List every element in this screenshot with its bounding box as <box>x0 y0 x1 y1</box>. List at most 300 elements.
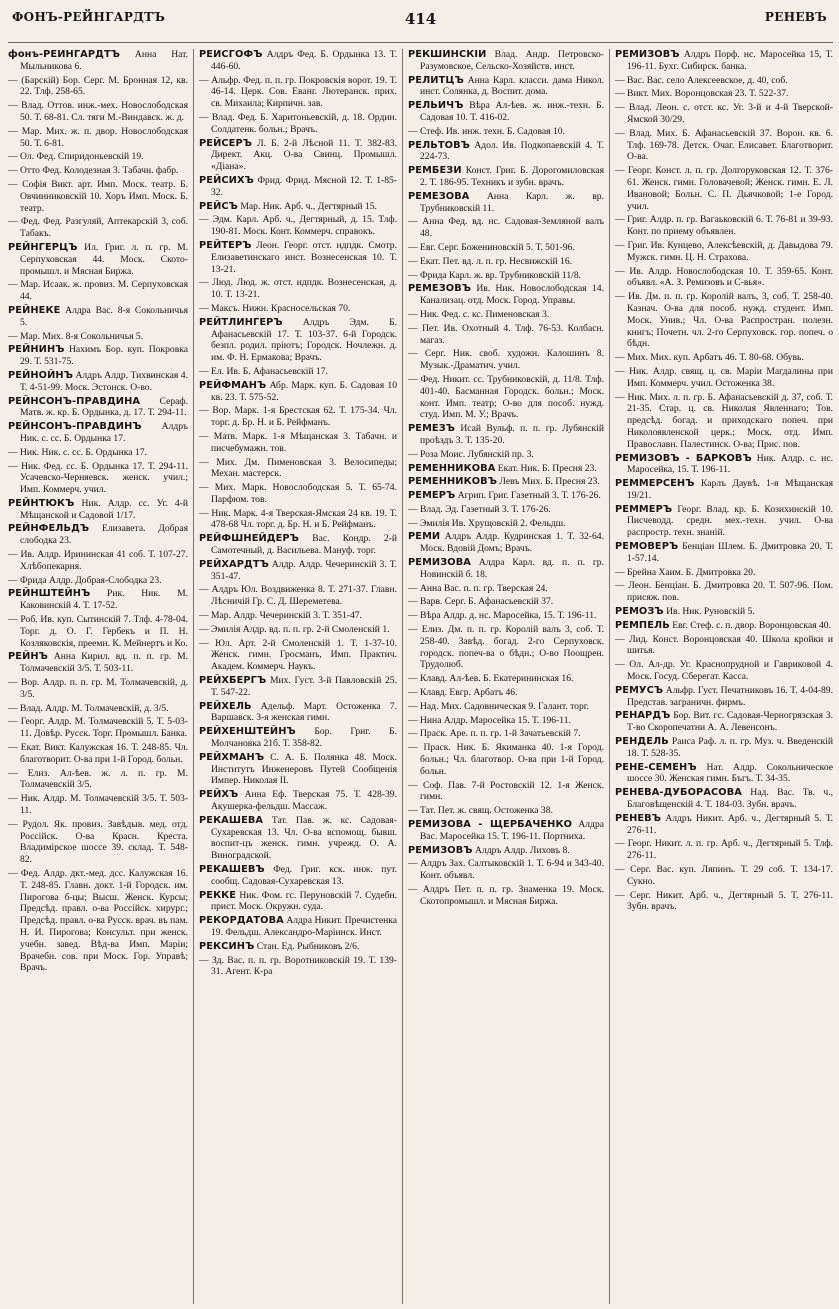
directory-entry <box>408 490 604 502</box>
entry-details: Клавд. Ал-ѣев. Б. Екатерининская 16. <box>420 673 574 685</box>
directory-entry <box>8 447 188 459</box>
entry-surname: РЕМИЗОВЪ - БАРКОВЪ <box>615 452 752 464</box>
entry-details: Мих. Мих. куп. Арбатъ 46. Т. 80-68. Обувь. <box>627 352 804 364</box>
entry-details: Ник. Мих. л. п. гр. Б. Афанасьевскій д. 37, соб. Т. 21-35. Стар. ц. св. Николая Явленнаго; Тов. предсѣд. богад. и приходскаго попеч. при Николоявленской церк.; Моск. отд. Имп. Православн. Палестинск. О-ва; Прис. пов. <box>627 391 833 450</box>
entry-details: Бенціан Шлем. Б. Дмитровка 20. Т. 1-57.14. <box>627 541 833 564</box>
entry-details: Зд. Вас. п. п. гр. Воротниковскій 19. Т. 139-31. Агент. К-ра <box>211 954 397 978</box>
directory-entry <box>408 583 604 595</box>
directory-entry <box>408 858 604 882</box>
entry-details: Нахимъ Бор. куп. Покровка 29. Т. 531-75. <box>20 344 188 368</box>
entry-surname: РЕЛИТЦЪ <box>408 74 464 86</box>
entry-details: Агрип. Григ. Газетный 3. Т. 176-26. <box>455 490 601 502</box>
entry-surname: РЕЙНФЕЛЬДЪ <box>8 523 90 535</box>
directory-entry <box>199 138 397 173</box>
entry-details: Анна Кирил. вд. п. п. гр. М. Толмачевскій 3/5. Т. 503-11. <box>20 651 188 675</box>
entry-details: Фед. Фед. Разгуляй, Аптекарскій 3, соб. Табакъ. <box>20 216 188 240</box>
entry-details: Ник. Фед. сс. Б. Ордынка 17. Т. 294-11. Усачевско-Черняевск. женск. учил.; Имп. Коммерч. учил. <box>20 460 188 496</box>
directory-entry <box>615 762 833 786</box>
page-header <box>8 4 833 43</box>
entry-details: Ник. Марк. 4-я Тверская-Ямская 24 кв. 19. Т. 478-68 Чл. торг. д. Бр. Н. и Б. Рейфманъ. <box>211 507 397 531</box>
entry-surname: РЕМОВЕРЪ <box>615 541 679 553</box>
column-3 <box>408 49 604 1304</box>
entry-details: Алдр. Алдр. Чечеринскій 3. Т. 351-47. <box>211 558 397 582</box>
entry-surname: РЕКАШЕВА <box>199 814 264 826</box>
directory-entry <box>8 242 188 277</box>
directory-entry <box>408 715 604 727</box>
entry-details: Викт. Мих. Воронцовская 23. Т. 522-37. <box>627 88 789 100</box>
directory-entry <box>199 214 397 238</box>
entry-details: Георг. Конст. л. п. гр. Долгоруковская 12. Т. 376-61. Женск. гимн. Головачевой; Женск. гимн. Е. Л. Ивановой; Больн. С. П. Дьячковой; 1-е Город. учил. <box>627 165 833 212</box>
directory-entry <box>8 49 188 73</box>
directory-entry <box>615 352 833 364</box>
entry-details: Ив. Дм. п. п. гр. Королій валъ, 3, соб. Т. 258-40. Казнач. О-ва для пособ. нужд. студент. Имп. Моск. Унив.; Чл. О-ва Распростран. полезн. книгъ; Почетн. чл. 2-го Серпуховск. гор. попеч. о бѣдн. <box>627 291 833 350</box>
directory-entry <box>8 651 188 675</box>
directory-entry <box>199 701 397 725</box>
directory-entry <box>199 508 397 532</box>
directory-entry <box>199 789 397 813</box>
entry-details: Влад. Фед. Б. Харитоньевскій, д. 18. Ордин. Солдатенк. больн.; Врачъ. <box>211 111 397 135</box>
entry-details: Раиса Раф. л. п. гр. Муз. ч. Введенскій 18. Т. 528-35. <box>627 736 833 759</box>
entry-details: Адельф. Март. Остоженка 7. Варшавск. 3-я женская гимн. <box>211 700 397 724</box>
directory-entry <box>408 309 604 321</box>
entry-details: Алдръ Порф. нс. Маросейка 15, Т. 196-11. Бухг. Сибирск. банка. <box>627 49 833 72</box>
entry-details: Абр. Марк. куп. Б. Садовая 10 кв. 23. Т. 575-52. <box>211 379 397 403</box>
entry-surname: РЕМЕЗОВА <box>408 190 470 202</box>
entry-surname: РЕНДЕЛЬ <box>615 736 669 748</box>
entry-details: Георг. Никит. л. п. гр. Арб. ч., Дегтярный 5. Тлф. 276-11. <box>627 838 833 862</box>
directory-entry <box>8 344 188 368</box>
entry-details: Сераф. Матв. ж. кр. Б. Ордынка, д. 17. Т. 294-11. <box>20 395 188 419</box>
directory-entry <box>8 868 188 974</box>
entry-details: Анна Нат. Мыльникова 6. <box>20 49 188 72</box>
entry-details: Альфр. Фед. п. п. гр. Покровскія ворот. 19. Т. 46-14. Церк. Сов. Еванг. Лютеранск. прих. св. Михаила; Кирпичн. зав. <box>211 74 397 110</box>
directory-entry <box>199 175 397 199</box>
directory-entry <box>615 736 833 760</box>
directory-entry <box>408 884 604 908</box>
directory-entry <box>408 819 604 843</box>
entry-surname: РЕЙТЕРЪ <box>199 239 252 251</box>
directory-entry <box>408 557 604 581</box>
entry-details: Серг. Ник. своб. художн. Калошинъ 8. Музык.-Драматич. учил. <box>420 348 604 372</box>
directory-entry <box>199 726 397 750</box>
entry-details: Брейна Хаим. Б. Дмитровка 20. <box>627 566 756 578</box>
entry-details: Вор. Алдр. п. п. гр. М. Толмачевскій, д. 3/5. <box>20 677 188 700</box>
column-divider <box>193 49 194 1304</box>
directory-entry <box>199 49 397 73</box>
entry-surname: РЕЙНИНЪ <box>8 344 65 356</box>
entry-surname: РЕМУСЪ <box>615 684 664 696</box>
entry-details: С. А. Б. Полянка 48. Моск. Институтъ Инженеровъ Путей Сообщенія Импер. Николая II. <box>211 751 397 787</box>
directory-entry <box>199 533 397 557</box>
entry-details: Екат. Ник. Б. Пресня 23. <box>495 462 597 474</box>
directory-entry <box>408 165 604 189</box>
directory-entry <box>615 838 833 862</box>
directory-entry <box>408 728 604 740</box>
directory-entry <box>199 431 397 455</box>
entry-details: Алдръ Пет. п. п. гр. Знаменка 19. Моск. Скотопромышл. и Мясная Биржа. <box>420 884 604 907</box>
entry-surname: РЕММЕРСЕНЪ <box>615 478 695 490</box>
entry-surname: РЕМОЗЪ <box>615 606 664 618</box>
directory-entry <box>8 421 188 445</box>
directory-entry <box>615 128 833 163</box>
column-4 <box>615 49 833 1304</box>
column-divider <box>402 49 403 1304</box>
entry-details: Евг. Стеф. с. п. двор. Воронцовская 40. <box>669 619 832 631</box>
entry-details: Алдръ Никит. Арб. ч., Дегтярный 5. Т. 276-11. <box>627 812 833 836</box>
directory-entry <box>199 482 397 506</box>
entry-details: Серг. Никит. Арб. ч., Дегтярный 5. Т. 276-11. Зубн. врачъ. <box>627 889 833 913</box>
entry-surname: РЕЙХЪ <box>199 789 239 801</box>
directory-entry <box>8 768 188 792</box>
directory-entry <box>615 504 833 539</box>
entry-details: Елизавета. Добрая слободка 23. <box>20 523 188 547</box>
directory-entry <box>199 201 397 213</box>
entry-surname: РЕМБЕЗИ <box>408 165 462 177</box>
entry-details: Стан. Ед. Рыбниковъ 2/6. <box>254 940 360 952</box>
entry-details: Алдръ Зах. Салтыковскій 1. Т. 6-94 и 343-40. Конт. объявл. <box>420 858 604 882</box>
entry-details: Ол. Фед. Спиридоньевскій 19. <box>20 151 144 163</box>
entry-details: Анна Фед. вд. нс. Садовая-Земляной валъ 48. <box>420 216 604 240</box>
directory-entry <box>8 703 188 715</box>
entry-details: Тат. Пет. ж. свящ. Остоженка 38. <box>420 805 553 817</box>
directory-entry <box>199 675 397 699</box>
directory-entry <box>408 780 604 804</box>
directory-entry <box>615 634 833 658</box>
entry-surname: РЕККЕ <box>199 889 237 901</box>
entry-surname: РЕМЕЗОВЪ <box>408 283 472 295</box>
directory-entry <box>8 498 188 522</box>
entry-surname: РЕЙСГОФЪ <box>199 49 263 60</box>
entry-surname: РЕНЕ-СЕМЕНЪ <box>615 761 697 773</box>
entry-details: Тат. Пав. ж. кс. Садовая-Сухаревская 13. Чл. О-ва вспомощ. бывш. воспит-цъ женск. гимн. учрежд. О. А. Виноградской. <box>211 814 397 862</box>
entry-details: Анна Карл. класси. дама Никол. инст. Солянка, д. Воспит. дома. <box>420 74 604 98</box>
directory-entry <box>615 102 833 126</box>
entry-details: Екат. Пет. вд. л. п. гр. Несвижскій 16. <box>420 255 573 267</box>
directory-entry <box>408 673 604 685</box>
directory-entry <box>199 317 397 364</box>
entry-details: Эмилія Ив. Хрущовскій 2. Фельдш. <box>420 517 566 529</box>
entry-details: Нат. Алдр. Сокольническое шоссе 30. Женская гимн. Бъгъ. Т. 34-35. <box>627 761 833 785</box>
entry-surname: РЕЙСЕРЪ <box>199 137 253 149</box>
entry-surname: РЕМИЗОВА - ЩЕРБАЧЕНКО <box>408 819 573 831</box>
entry-surname: РЕМЕННИКОВА <box>408 462 496 474</box>
entry-details: Отто Фед. Колодезная 3. Табачн. фабр. <box>20 165 179 177</box>
directory-entry <box>199 380 397 404</box>
directory-entry <box>408 270 604 282</box>
entry-details: Л. Б. 2-й Лѣсной 11. Т. 382-83. Директ. Акц. О-ва Свинц. Промышл. «Діана». <box>211 137 397 173</box>
entry-details: Бор. Григ. Б. Молчановка 21б. Т. 358-82. <box>211 726 397 750</box>
directory-entry <box>8 305 188 329</box>
directory-entry <box>408 423 604 447</box>
directory-entry <box>8 742 188 766</box>
entry-details: Алдръ Алдр. Кудринская 1. Т. 32-64. Моск. Вдовій Домъ; Врачъ. <box>420 531 604 555</box>
entry-details: (Барскій) Бор. Серг. М. Бронная 12, кв. 22. Тлф. 258-65. <box>20 74 188 98</box>
directory-entry <box>8 331 188 343</box>
directory-entry <box>8 126 188 150</box>
entry-details: Люд. Люд. ж. отст. ндпдк. Вознесенская, д. 10. Т. 13-21. <box>211 277 397 301</box>
directory-entry <box>199 915 397 939</box>
entry-surname: РЕЙСИХЪ <box>199 174 254 186</box>
entry-details: Григ. Ив. Кунцево, Алексѣевскій, д. Давыдова 79. Мужск. гимн. Ц. Н. Страхова. <box>627 239 833 263</box>
directory-entry <box>615 240 833 264</box>
entry-details: Левъ Мих. Б. Пресня 23. <box>497 476 600 488</box>
directory-entry <box>199 366 397 378</box>
directory-entry <box>408 476 604 488</box>
entry-details: Варв. Серг. Б. Афанасьевскій 37. <box>420 596 554 608</box>
directory-entry <box>408 216 604 240</box>
directory-entry <box>408 242 604 254</box>
entry-surname: РЕМПЕЛЬ <box>615 619 670 631</box>
directory-entry <box>8 151 188 163</box>
directory-entry <box>199 559 397 583</box>
entry-details: Леон. Георг. отст. ндпдк. Смотр. Елизаветинскаго инст. Вознесенская 10. Т. 13-21. <box>211 239 397 275</box>
directory-entry <box>199 112 397 136</box>
directory-entry <box>199 75 397 110</box>
entry-details: Рудол. Як. провиз. Завѣдыв. мед. отд. Россійск. О-ва Красн. Креста. Владимірское шоссе 39. склад. Т. 548-82. <box>20 818 188 866</box>
column-1 <box>8 49 188 1304</box>
entry-surname: РЕМЕРЪ <box>408 490 456 502</box>
directory-entry <box>615 88 833 100</box>
directory-entry <box>8 588 188 612</box>
entry-surname: РЕММЕРЪ <box>615 503 673 515</box>
entry-surname: РЕМИЗОВЪ <box>615 49 680 60</box>
column-divider <box>609 49 610 1304</box>
entry-details: Клавд. Евгр. Арбатъ 46. <box>420 687 518 699</box>
directory-entry <box>408 610 604 622</box>
entry-details: Роб. Ив. куп. Сытинскій 7. Тлф. 4-78-04. Торг. д. О. Г. Гербекъ и П. Н. Козляковскія, преемн. К. Мейнертъ и Ко. <box>20 614 188 649</box>
directory-entry <box>408 463 604 475</box>
directory-entry <box>199 864 397 888</box>
entry-details: Георг. Влад. кр. Б. Козихинскій 10. Писчеводд. средн. мех.-техн. учил. О-ва распростр. техн. знаній. <box>627 503 833 539</box>
directory-entry <box>408 348 604 372</box>
entry-details: Влад. Андр. Петровско-Разумовское, Сельско-Хозяйств. инст. <box>420 49 604 72</box>
directory-entry <box>8 461 188 496</box>
directory-entry <box>408 126 604 138</box>
directory-entry <box>8 165 188 177</box>
directory-entry <box>199 624 397 636</box>
directory-entry <box>408 191 604 215</box>
entry-details: Алдръ Алдр. Лиховъ 8. <box>472 844 570 856</box>
entry-surname: РЕЙХЕНШТЕЙНЪ <box>199 726 296 738</box>
entry-details: Соф. Пав. 7-й Ростовскій 12. 1-я Женск. гимн. <box>420 779 604 803</box>
entry-details: Фрид. Фрид. Мясной 12. Т. 1-85-32. <box>211 174 397 198</box>
entry-details: Алдръ Юл. Воздвиженка 8. Т. 271-37. Главн. Лѣсничій Гр. С. Д. Шереметева. <box>211 584 397 608</box>
directory-entry <box>615 580 833 604</box>
directory-entry <box>615 392 833 451</box>
entry-details: Роза Моис. Лубянскій пр. 3. <box>420 448 534 460</box>
entry-details: Евг. Серг. Божениновскій 5. Т. 501-96. <box>420 241 575 253</box>
entry-details: Ник. Ник. с. сс. Б. Ордынка 17. <box>20 446 147 458</box>
running-head-left: ФОНЪ-РЕЙНГАРДТЪ <box>12 10 166 24</box>
entry-details: Ол. Ал-др. Уг. Краснопрудной и Гавриковой 4. Моск. Госуд. Сберегат. Касса. <box>627 659 833 683</box>
entry-surname: РЕНЕВЪ <box>615 812 662 824</box>
entry-details: Над. Вас. Тв. ч., Благовѣщенскій 4. Т. 184-03. Зубн. врачъ. <box>627 787 833 811</box>
entry-surname: РЕЙНТЮКЪ <box>8 497 75 509</box>
directory-entry <box>615 813 833 837</box>
directory-entry <box>615 478 833 502</box>
directory-entry <box>8 677 188 701</box>
entry-surname: РЕЙХБЕРГЪ <box>199 675 267 687</box>
entry-surname: РЕЙНСОНЪ-ПРАВДИНЪ <box>8 421 142 433</box>
entry-details: Фрида Карл. ж. вр. Трубниковскій 11/8. <box>420 269 582 281</box>
entry-details: Праск. Ник. Б. Якиманка 40. 1-я Город. больн.; Чл. благотвор. О-ва при 1-й Город. больн. <box>420 742 604 777</box>
directory-entry <box>615 787 833 811</box>
entry-details: Алдра Вас. 8-я Сокольничья 5. <box>20 304 188 328</box>
entry-details: Вѣра Ал-ѣев. ж. инж.-техн. Б. Садовая 10. Т. 416-02. <box>420 100 604 123</box>
entry-surname: РЕЙТЛИНГЕРЪ <box>199 316 283 328</box>
entry-details: Елиз. Ал-ѣев. ж. л. п. гр. М. Толмачевскій 3/5. <box>20 767 188 791</box>
entry-details: Праск. Аре. п. п. гр. 1-й Зачатьевскій 7. <box>420 728 581 740</box>
directory-entry <box>199 610 397 622</box>
directory-entry <box>408 256 604 268</box>
directory-entry <box>615 49 833 73</box>
entry-details: Анна Еф. Тверская 75. Т. 428-39. Акушерка-фельдш. Массаж. <box>211 789 397 813</box>
directory-entry <box>408 596 604 608</box>
directory-entry <box>408 504 604 516</box>
entry-details: Фрида Алдр. Добрая-Слободка 23. <box>20 574 162 586</box>
directory-entry <box>408 140 604 164</box>
directory-entry <box>8 716 188 740</box>
directory-entry <box>615 453 833 477</box>
entry-details: Фед. Никит. сс. Трубниковскій, д. 11/8. Тлф. 401-40. Басманная Городск. больн.; Моск. конт. Имп. театр; О-во для пособ. нужд. студ. Имп. М. У.; Врачъ. <box>420 373 604 421</box>
directory-entry <box>615 366 833 390</box>
entry-details: Ник. Фом. гс. Перуновскій 7. Судебн. прист. Моск. Окружн. суда. <box>211 889 397 913</box>
entry-details: Мих. Густ. 3-й Павловскій 25. Т. 547-22. <box>211 675 397 698</box>
entry-details: Софія Викт. арт. Имп. Моск. театр. Б. Овчинниковскій 10. Хоръ Имп. Моск. Б. театр. <box>20 178 188 214</box>
entry-details: Эдм. Карл. Арб. ч., Дегтярный, д. 15. Тлф. 190-81. Моск. Конт. Коммерч. справокъ. <box>211 214 397 238</box>
directory-entry <box>615 620 833 632</box>
entry-details: Ник. Алдр. М. Толмачевскій 3/5. Т. 503-11. <box>20 793 188 817</box>
entry-details: Вас. Вас. село Алексеевское, д. 40, соб. <box>627 74 788 86</box>
directory-entry <box>408 742 604 777</box>
directory-entry <box>199 815 397 862</box>
directory-entry <box>408 805 604 817</box>
directory-entry <box>8 75 188 99</box>
entry-details: Алдръ Алдр. Тихвинская 4. Т. 4-51-99. Моск. Эстонск. О-во. <box>20 369 188 393</box>
directory-entry <box>408 323 604 347</box>
entry-surname: РЕМИЗОВЪ <box>408 844 473 856</box>
directory-entry <box>408 374 604 421</box>
entry-surname: РЕКАШЕВЪ <box>199 864 265 875</box>
entry-details: Влад. Алдр. М. Толмачевскій, д. 3/5. <box>20 702 169 714</box>
directory-entry <box>615 214 833 238</box>
entry-surname: РЕНАРДЪ <box>615 710 671 722</box>
directory-entry <box>8 523 188 547</box>
entry-details: Ник. Алдр. свящ. ц. св. Маріи Магдалины при Имп. Коммерч. учил. Остоженка 38. <box>627 365 833 389</box>
directory-entry <box>408 75 604 99</box>
entry-details: Мар. Ник. Арб. ч., Дегтярный 15. <box>237 200 377 212</box>
directory-entry <box>408 531 604 555</box>
directory-columns <box>8 43 833 1304</box>
entry-details: Над. Мих. Садовническая 9. Галант. торг. <box>420 700 590 712</box>
entry-details: Максъ. Нижн. Красносельская 70. <box>211 302 351 314</box>
directory-entry <box>8 396 188 420</box>
entry-surname: РЕМИЗОВА <box>408 557 471 569</box>
entry-details: Екат. Викт. Калужская 16. Т. 248-85. Чл. благотворит. О-ва при 1-й Город. больн. <box>20 742 188 765</box>
entry-details: Ник. Алдр. с. нс. Маросейка, 15. Т. 196-11. <box>627 452 833 476</box>
directory-entry <box>199 638 397 673</box>
entry-surname: РЕЙХЕЛЬ <box>199 700 252 712</box>
entry-surname: РЕЛЬТОВЪ <box>408 139 470 151</box>
entry-surname: РЕЛЬИЧЪ <box>408 100 464 112</box>
entry-details: Алдръ Фед. Б. Ордынка 13. Т. 446-60. <box>211 49 397 72</box>
entry-surname: РЕЙНШТЕЙНЪ <box>8 588 91 600</box>
directory-entry <box>408 518 604 530</box>
entry-details: Мар. Мих. 8-я Сокольничья 5. <box>20 330 144 342</box>
entry-details: Рик. Ник. М. Каковинскій 4. Т. 17-52. <box>20 588 188 612</box>
running-head-right: РЕНЕВЪ <box>764 10 827 24</box>
entry-details: Алдра Никит. Пречистенка 19. Фельдш. Александро-Маріинск. Инст. <box>211 915 397 938</box>
directory-entry <box>8 100 188 124</box>
entry-details: Мар. Мих. ж. п. двор. Новослободская 50. Т. 6-81. <box>20 125 188 149</box>
entry-details: Алдра Карл. вд. п. п. гр. Новинскій б. 18. <box>420 557 604 580</box>
entry-surname: фонъ-РЕЙНГАРДТЪ <box>8 49 121 60</box>
entry-surname: РЕКШИНСКІЙ <box>408 49 487 60</box>
directory-entry <box>615 710 833 734</box>
directory-entry <box>615 890 833 914</box>
entry-surname: РЕМИ <box>408 531 441 543</box>
entry-surname: РЕЙНЪ <box>8 651 48 663</box>
entry-details: Леон. Бенціан. Б. Дмитровка 20. Т. 507-96. Пом. присяж. пов. <box>627 580 833 604</box>
entry-surname: РЕЙХМАНЪ <box>199 751 265 763</box>
page-number: 414 <box>404 10 437 28</box>
directory-entry <box>199 890 397 914</box>
entry-details: Влад. Леон. с. отст. кс. Уг. 3-й и 4-й Тверской-Ямской 30/29. <box>627 102 833 125</box>
entry-details: Нина Алдр. Маросейка 15. Т. 196-11. <box>420 714 571 726</box>
directory-entry <box>8 575 188 587</box>
entry-details: Конст. Григ. Б. Дорогомиловская 2. Т. 186-95. Техникъ и зубн. врачъ. <box>420 165 604 188</box>
entry-details: Ил. Григ. л. п. гр. М. Серпуховская 44. Моск. Ското-промышл. и Мясная Биржа. <box>20 241 188 277</box>
entry-details: Стеф. Ив. инж. техн. Б. Садовая 10. <box>420 125 565 137</box>
entry-details: Лид. Конст. Воронцовская 40. Школа кройки и шитья. <box>627 633 833 657</box>
entry-details: Анна Карл. ж. вр. Трубниковскій 11. <box>420 190 604 214</box>
entry-surname: РЕМЕННИКОВЪ <box>408 476 498 488</box>
entry-details: Серг. Вас. куп. Ляпинъ. Т. 29 соб. Т. 134-17. Сукно. <box>627 864 833 887</box>
entry-details: Алдра Вас. Маросейка 15. Т. 196-11. Портниха. <box>420 819 604 842</box>
directory-entry <box>199 941 397 953</box>
entry-details: Альфр. Густ. Печатниковъ 16. Т. 4-04-89. Представ. заграничн. фирмъ. <box>627 684 833 708</box>
entry-details: Мих. Дм. Пименовская 3. Велосипеды; Механ. мастерск. <box>211 456 397 480</box>
entry-surname: РЕЙХАРДТЪ <box>199 558 269 570</box>
entry-details: Ник. Алдр. сс. Уг. 4-й Мѣщанской и Садовой 1/17. <box>20 497 188 521</box>
directory-entry <box>408 49 604 73</box>
entry-details: Ел. Ив. Б. Афанасьевскій 17. <box>211 365 328 377</box>
entry-details: Вор. Марк. 1-я Брестская 62. Т. 175-34. Чл. торг. д. Бр. Н. и Б. Рейфманъ. <box>211 405 397 429</box>
directory-entry <box>408 283 604 307</box>
directory-entry <box>408 449 604 461</box>
directory-entry <box>199 584 397 608</box>
entry-surname: РЕКОРДАТОВА <box>199 915 284 927</box>
directory-entry <box>408 845 604 857</box>
directory-entry <box>615 541 833 565</box>
entry-surname: РЕЙНГЕРЦЪ <box>8 241 78 253</box>
entry-details: Эмилія Алдр. вд. п. п. гр. 2-й Смоленскій 1. <box>211 623 390 635</box>
directory-entry <box>199 277 397 301</box>
directory-entry <box>199 405 397 429</box>
directory-entry <box>615 685 833 709</box>
directory-entry <box>408 687 604 699</box>
directory-entry <box>199 457 397 481</box>
entry-surname: РЕКСИНЪ <box>199 940 255 952</box>
entry-details: Фед. Алдр. дкт.-мед. дсс. Калужская 16. Т. 248-85. Главн. докт. 1-й Городск. им. Пирогова б-цы; Высш. Женск. Курсы; Предсѣд. правл. о-ва Россійск. хирург.; Предсѣд. правл. о-ва Русск. врач. въ пам. Н. И. Пирогова; Консульт. при женск. учебн. завед. Вѣд-ва Имп. Маріи; Врачебн. сов. при Моск. Гор. Управѣ; Врачъ. <box>20 868 188 974</box>
directory-entry <box>8 819 188 866</box>
entry-details: Юл. Арт. 2-й Смоленскій 1. Т. 1-37-10. Женск. гимн. Гросманъ, Имп. Практич. Академ. Коммерч. Наукъ. <box>211 637 397 673</box>
entry-surname: РЕЙСЪ <box>199 200 238 212</box>
entry-details: Вас. Кондр. 2-й Самотечный, д. Васильева. Мануф. торг. <box>211 533 397 557</box>
directory-entry <box>8 793 188 817</box>
entry-details: Георг. Алдр. М. Толмачевскій 5. Т. 5-03-11. Довѣр. Русск. Торг. Промышл. Банка. <box>20 716 188 740</box>
directory-entry <box>615 567 833 579</box>
